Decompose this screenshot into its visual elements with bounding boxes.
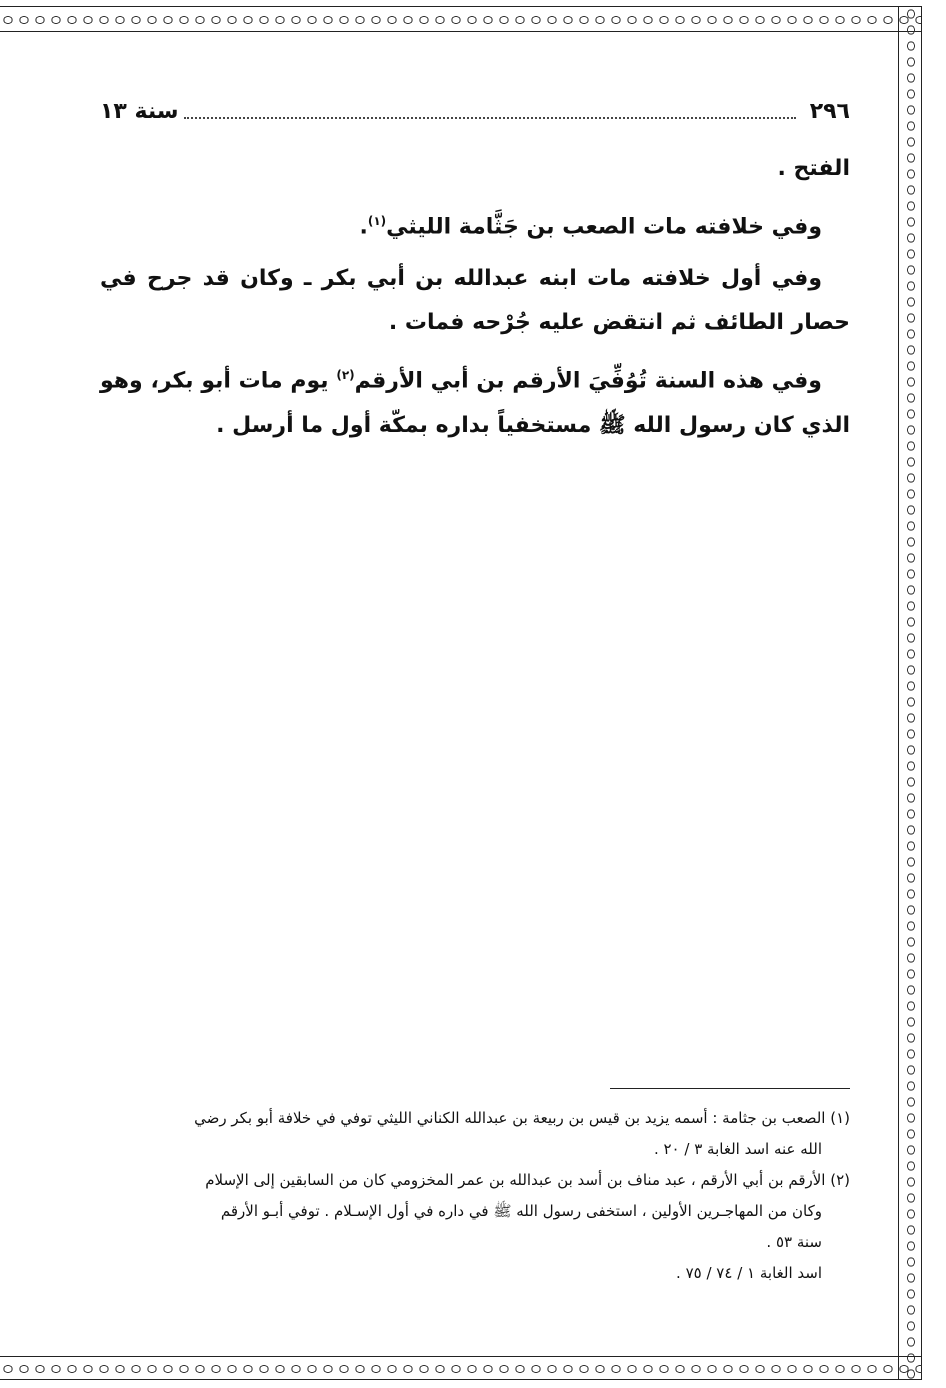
paragraph-3: وفي أول خلافته مات ابنه عبدالله بن أبي بكر ـ وكان قد جرح في حصار الطائف ثم انتقض عليه جُرْحه فمات . (100, 266, 850, 336)
footnote-separator (610, 1088, 850, 1089)
footnote-1-line-2: الله عنه اسد الغابة ٣ / ٢٠ . (653, 1140, 822, 1158)
decorative-border-bottom (0, 1356, 922, 1380)
footnote-2-line-3: سنة ٥٣ . (766, 1233, 822, 1251)
footnote-2-line-1: (٢) الأرقم بن أبي الأرقم ، عبد مناف بن أسد بن عبدالله بن عمر المخزومي كان من السابقين إلى الإسلام (205, 1171, 850, 1189)
book-page (100, 85, 850, 1335)
footnotes (100, 1103, 850, 1289)
paragraph-2-text: وفي خلافته مات الصعب بن جَثَّامة الليثي (386, 214, 822, 240)
footnote-2-line-2: وكان من المهاجـرين الأولين ، استخفى رسول الله ﷺ في داره في أول الإسـلام . توفي أبـو الأرقم (220, 1202, 822, 1220)
paragraph-4 (100, 353, 850, 447)
year-label: سنة ١٣ (100, 98, 179, 124)
footnote-ref-1: (١) (367, 214, 387, 228)
decorative-border-top (0, 6, 922, 32)
paragraph-2 (100, 199, 850, 249)
body-text (100, 147, 850, 456)
decorative-border-right (898, 6, 922, 1380)
paragraph-2-end: . (359, 214, 368, 240)
paragraph-4-text-b: يوم مات أبو بكر، وهو الذي كان رسول الله ﷺ مستخفياً بداره بمكّة أول ما أرسل . (100, 368, 850, 438)
footnote-ref-2: (٢) (336, 368, 355, 383)
paragraph-1: الفتح . (777, 156, 850, 181)
page-number: ٢٩٦ (809, 98, 850, 124)
running-header (100, 93, 850, 129)
paragraph-4-text-a: وفي هذه السنة تُوُفِّيَ الأرقم بن أبي الأرقم (354, 368, 822, 394)
header-dotted-leader (184, 103, 795, 119)
footnote-2-line-4: اسد الغابة ١ / ٧٤ / ٧٥ . (676, 1264, 822, 1282)
footnote-1-line-1: (١) الصعب بن جثامة : أسمه يزيد بن قيس بن ربيعة بن عبدالله الكناني الليثي توفي في خلافة أبو بكر رضي (194, 1109, 850, 1127)
